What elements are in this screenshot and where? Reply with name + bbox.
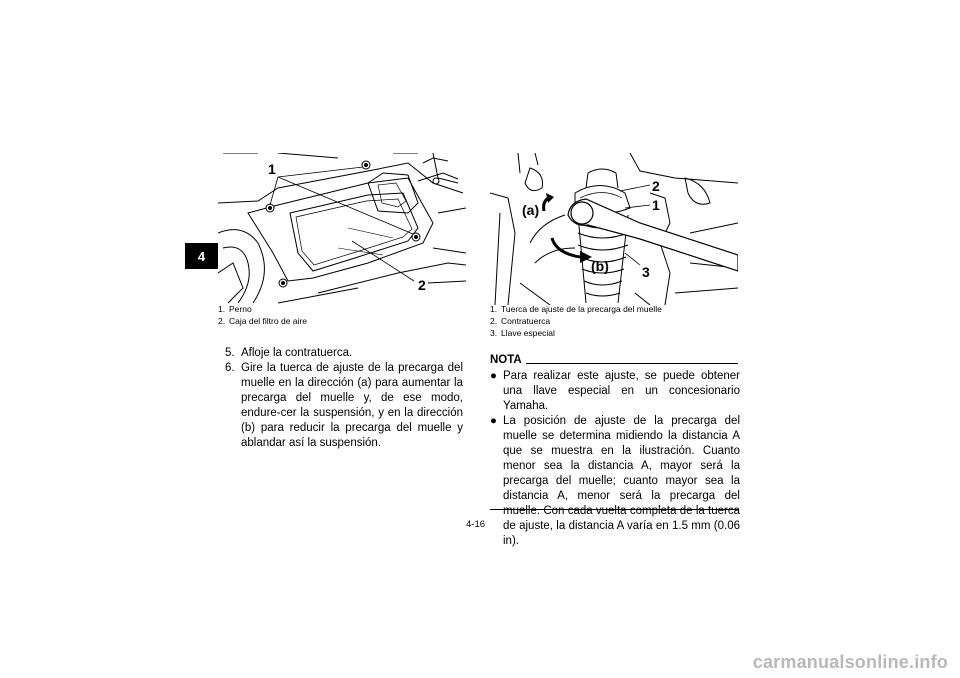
note-list (490, 369, 740, 549)
spring-preload-illustration (490, 153, 738, 305)
note-header (490, 352, 738, 366)
air-filter-illustration (218, 153, 466, 305)
left-figure-caption (218, 303, 307, 327)
callout-2: 2 (652, 178, 660, 194)
chapter-tab: 4 (185, 243, 218, 269)
note-end-divider (490, 509, 738, 510)
note-title: NOTA (490, 354, 522, 366)
air-filter-drawing (218, 153, 466, 305)
page-number: 4-16 (466, 519, 486, 530)
procedure-steps (225, 346, 463, 451)
caption-item: 3. Llave especial (490, 328, 555, 338)
right-figure-caption (490, 303, 662, 339)
callout-3: 3 (642, 264, 650, 280)
spring-preload-drawing (490, 153, 738, 305)
step-item: 6. Gire la tuerca de ajuste de la precarga del muelle en la dirección (a) para aumentar la precarga del muelle y, de ese modo, endure-cer la suspensión, y en la dirección (b) para reducir la precarga del muelle y ablandar así la suspensión. (225, 362, 463, 449)
callout-a: (a) (522, 202, 540, 218)
callout-1: 1 (268, 161, 276, 177)
caption-item: 1. Tuerca de ajuste de la precarga del muelle (490, 304, 662, 314)
step-item: 5. Afloje la contratuerca. (225, 347, 353, 359)
note-divider (526, 363, 738, 364)
bullet-icon: ● (490, 370, 497, 382)
watermark: carmanualsonline.info (752, 652, 948, 672)
note-item: ● La posición de ajuste de la precarga del muelle se determina midiendo la distancia A que se muestra en la ilustración. Cuanto menor sea la distancia A, mayor será la precarga del muelle; cuanto mayor sea la distancia A, menor será la precarga del muelle. Con cada vuelta completa de la tuerca de ajuste, la distancia A varía en 1.5 mm (0.06 in). (490, 415, 740, 547)
note-item: ● Para realizar este ajuste, se puede obtener una llave especial en un concesionario Yamaha. (490, 370, 740, 412)
callout-b: (b) (591, 258, 609, 274)
callout-1: 1 (652, 197, 660, 213)
callout-2: 2 (418, 277, 426, 293)
bullet-icon: ● (490, 415, 497, 427)
caption-item: 1. Perno (218, 304, 252, 314)
caption-item: 2. Contratuerca (490, 316, 551, 326)
caption-item: 2. Caja del filtro de aire (218, 316, 307, 326)
